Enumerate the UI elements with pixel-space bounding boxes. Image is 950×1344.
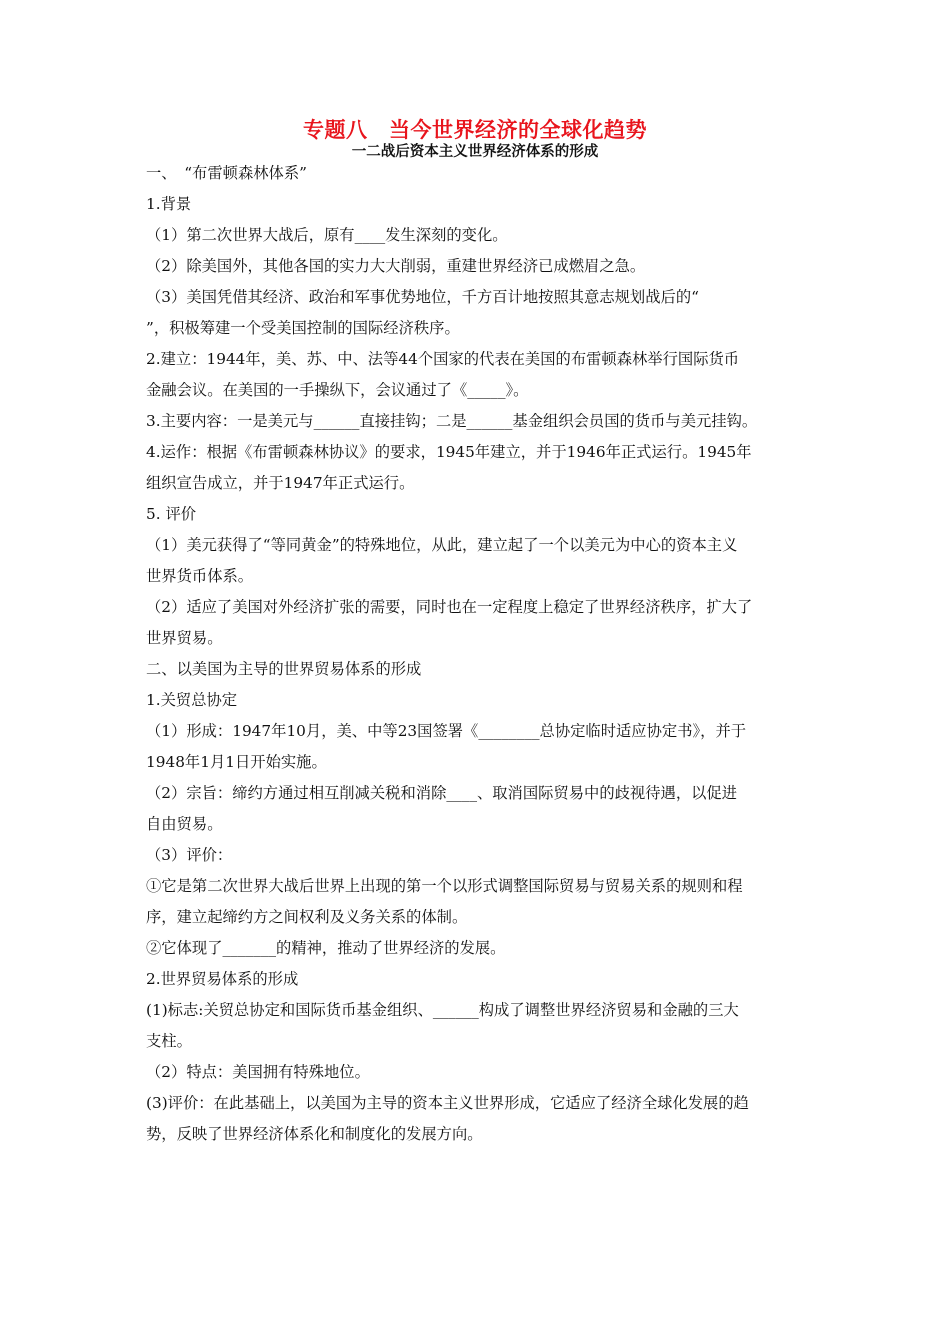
paragraph-line: ①它是第二次世界大战后世界上出现的第一个以形式调整国际贸易与贸易关系的规则和程: [146, 877, 743, 895]
subheading-gatt: 1.关贸总协定: [146, 691, 238, 709]
paragraph-line: ”，积极筹建一个受美国控制的国际经济秩序。: [146, 319, 460, 337]
document-subtitle: 一二战后资本主义世界经济体系的形成: [351, 144, 599, 160]
paragraph-line: 支柱。: [146, 1032, 192, 1050]
paragraph-line: 世界货币体系。: [146, 567, 254, 585]
document-body: [146, 158, 810, 1150]
paragraph-line: （1）形成：1947年10月，美、中等23国签署《________总协定临时适应协定书》，并于: [146, 722, 747, 740]
paragraph-line: 世界贸易。: [146, 629, 223, 647]
paragraph-line: （2）适应了美国对外经济扩张的需要，同时也在一定程度上稳定了世界经济秩序，扩大了: [146, 598, 753, 616]
paragraph-line: 1948年1月1日开始实施。: [146, 753, 327, 771]
section-heading-trade-system: 二、以美国为主导的世界贸易体系的形成: [146, 660, 422, 678]
paragraph-line: 自由贸易。: [146, 815, 223, 833]
paragraph-line: 势，反映了世界经济体系化和制度化的发展方向。: [146, 1125, 483, 1143]
paragraph-line: (3)评价：在此基础上，以美国为主导的资本主义世界形成，它适应了经济全球化发展的趋: [146, 1094, 749, 1112]
paragraph-line: （3）美国凭借其经济、政治和军事优势地位，千方百计地按照其意志规划战后的“: [146, 288, 699, 306]
paragraph-line: （2）除美国外，其他各国的实力大大削弱，重建世界经济已成燃眉之急。: [146, 257, 646, 275]
subheading-background: 1.背景: [146, 195, 192, 213]
paragraph-line: (1)标志:关贸总协定和国际货币基金组织、______构成了调整世界经济贸易和金融的三大: [146, 1001, 739, 1019]
paragraph-line: 3.主要内容：一是美元与______直接挂钩；二是______基金组织会员国的货币与美元挂钩。: [146, 412, 758, 430]
paragraph-line: 序，建立起缔约方之间权利及义务关系的体制。: [146, 908, 468, 926]
paragraph-line: 组织宣告成立，并于1947年正式运行。: [146, 474, 415, 492]
subheading-world-trade-system: 2.世界贸易体系的形成: [146, 970, 299, 988]
document-title: 专题八 当今世界经济的全球化趋势: [303, 118, 647, 142]
paragraph-line: （1）美元获得了“等同黄金”的特殊地位，从此，建立起了一个以美元为中心的资本主义: [146, 536, 738, 554]
section-heading-bretton-woods: 一、 “布雷顿森林体系”: [146, 164, 307, 182]
paragraph-line: （3）评价：: [146, 846, 233, 864]
paragraph-line: 4.运作：根据《布雷顿森林协议》的要求，1945年建立，并于1946年正式运行。1945年: [146, 443, 752, 461]
paragraph-line: 2.建立：1944年，美、苏、中、法等44个国家的代表在美国的布雷顿森林举行国际货币: [146, 350, 740, 368]
paragraph-line: 金融会议。在美国的一手操纵下，会议通过了《_____》。: [146, 381, 529, 399]
paragraph-line: ②它体现了_______的精神，推动了世界经济的发展。: [146, 939, 506, 957]
subheading-evaluation: 5. 评价: [146, 505, 197, 523]
paragraph-line: （2）特点：美国拥有特殊地位。: [146, 1063, 370, 1081]
paragraph-line: （1）第二次世界大战后，原有____发生深刻的变化。: [146, 226, 508, 244]
paragraph-line: （2）宗旨：缔约方通过相互削减关税和消除____、取消国际贸易中的歧视待遇，以促进: [146, 784, 738, 802]
